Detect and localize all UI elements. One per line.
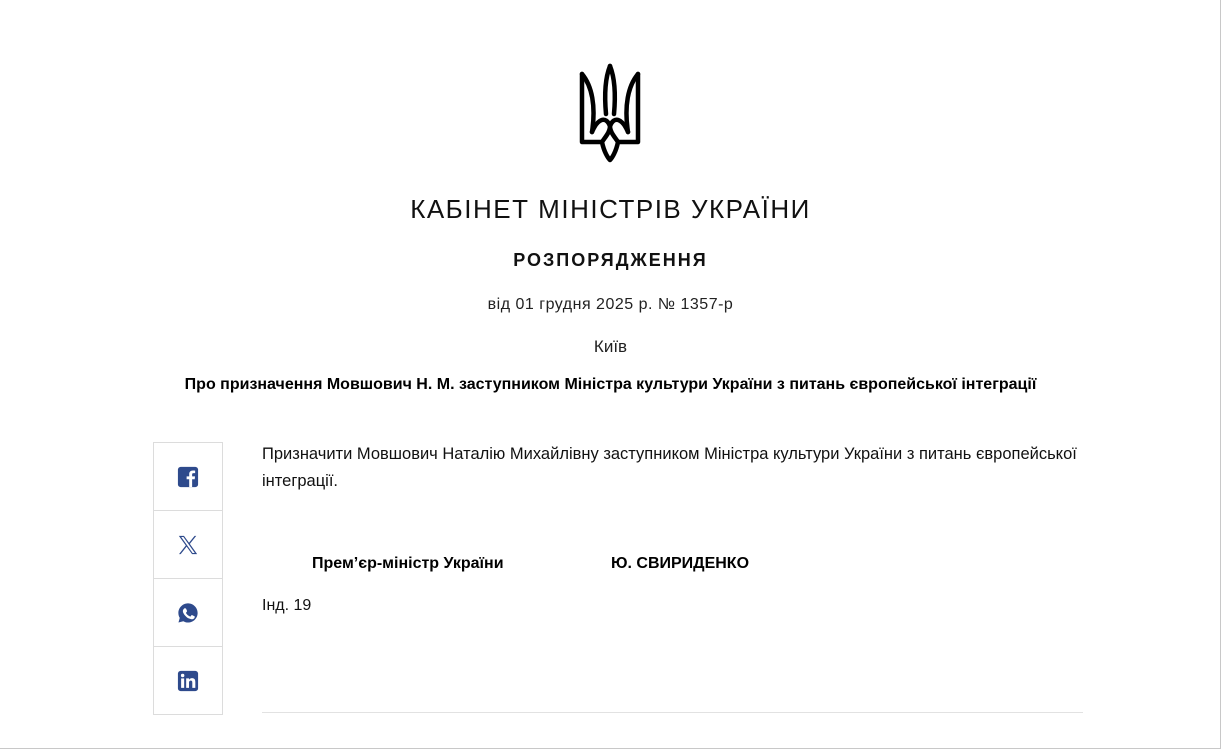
content-divider <box>262 712 1083 713</box>
share-bar <box>153 442 223 715</box>
document-type: РОЗПОРЯДЖЕННЯ <box>513 250 708 270</box>
share-facebook-button[interactable] <box>154 443 222 511</box>
whatsapp-icon <box>177 602 199 624</box>
org-title: КАБІНЕТ МІНІСТРІВ УКРАЇНИ <box>410 194 811 224</box>
signatory-name: Ю. СВИРИДЕНКО <box>611 555 750 572</box>
document-subject: Про призначення Мовшович Н. М. заступником Міністра культури України з питань європейської інтеграції <box>184 376 1037 393</box>
facebook-icon <box>177 466 199 488</box>
document-index: Інд. 19 <box>262 597 312 614</box>
document-body-text: Призначити Мовшович Наталію Михайлівну заступником Міністра культури України з питань європейської інтеграції. <box>262 445 1077 490</box>
share-linkedin-button[interactable] <box>154 647 222 714</box>
document-city: Київ <box>593 337 628 356</box>
linkedin-icon <box>177 670 199 692</box>
trident-emblem-icon <box>576 62 644 164</box>
share-x-button[interactable] <box>154 511 222 579</box>
x-icon <box>177 534 199 556</box>
document-date-number: від 01 грудня 2025 р. № 1357-р <box>487 296 734 313</box>
signatory-role: Прем’єр-міністр України <box>312 555 504 572</box>
share-whatsapp-button[interactable] <box>154 579 222 647</box>
